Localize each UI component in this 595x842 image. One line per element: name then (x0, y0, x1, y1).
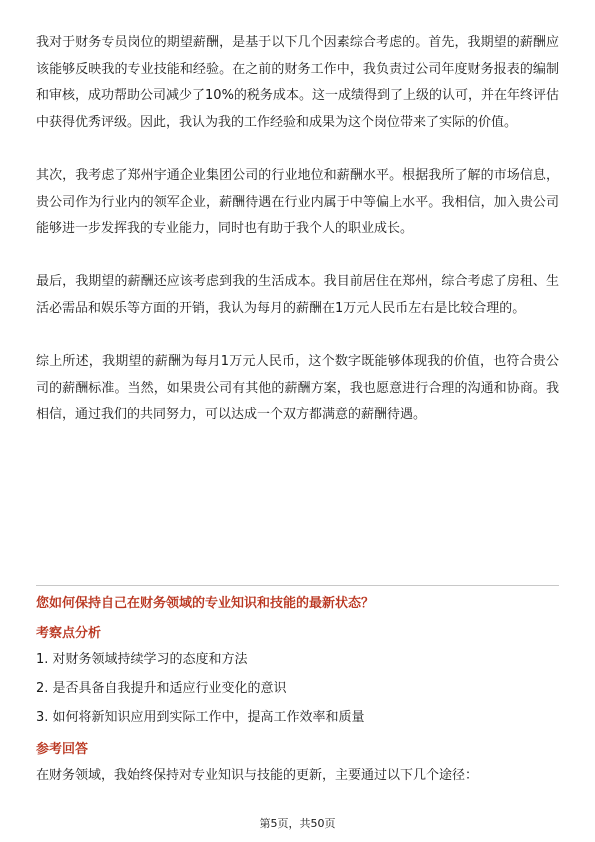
paragraph-1: 我对于财务专员岗位的期望薪酬，是基于以下几个因素综合考虑的。首先，我期望的薪酬应该能够反映我的专业技能和经验。在之前的财务工作中，我负责过公司年度财务报表的编制和审核，成功帮助公司减少了10%的税务成本。这一成绩得到了上级的认可，并在年终评估中获得优秀评级。因此，我认为我的工作经验和成果为这个岗位带来了实际的价值。 (36, 35, 559, 130)
answer-intro: 在财务领域，我始终保持对专业知识与技能的更新，主要通过以下几个途径： (36, 768, 479, 783)
paragraph-3: 最后，我期望的薪酬还应该考虑到我的生活成本。我目前居住在郑州，综合考虑了房租、生活必需品和娱乐等方面的开销，我认为每月的薪酬在1万元人民币左右是比较合理的。 (36, 274, 559, 316)
analysis-item-2: 2. 是否具备自我提升和适应行业变化的意识 (36, 681, 287, 696)
paragraph-gap (36, 136, 559, 163)
answer-heading: 参考回答 (36, 742, 89, 757)
paragraph-4: 综上所述，我期望的薪酬为每月1万元人民币，这个数字既能够体现我的价值，也符合贵公司的薪酬标准。当然，如果贵公司有其他的薪酬方案，我也愿意进行合理的沟通和协商。我相信，通过我们的共同努力，可以达成一个双方都满意的薪酬待遇。 (36, 354, 559, 423)
paragraph-2: 其次，我考虑了郑州宇通企业集团公司的行业地位和薪酬水平。根据我所了解的市场信息，贵公司作为行业内的领军企业，薪酬待遇在行业内属于中等偏上水平。我相信，加入贵公司能够进一步发挥我的专业能力，同时也有助于我个人的职业成长。 (36, 167, 559, 237)
question-title: 您如何保持自己在财务领域的专业知识和技能的最新状态？ (36, 596, 375, 611)
analysis-item-3: 3. 如何将新知识应用到实际工作中，提高工作效率和质量 (36, 710, 365, 725)
main-content (36, 30, 559, 429)
analysis-heading: 考察点分析 (36, 626, 102, 641)
page-number: 第5页，共50页 (259, 817, 336, 830)
paragraph-gap (36, 323, 559, 350)
analysis-item-1: 1. 对财务领域持续学习的态度和方法 (36, 652, 248, 667)
question-section (36, 624, 559, 786)
section-divider (36, 585, 559, 586)
paragraph-gap (36, 243, 559, 270)
